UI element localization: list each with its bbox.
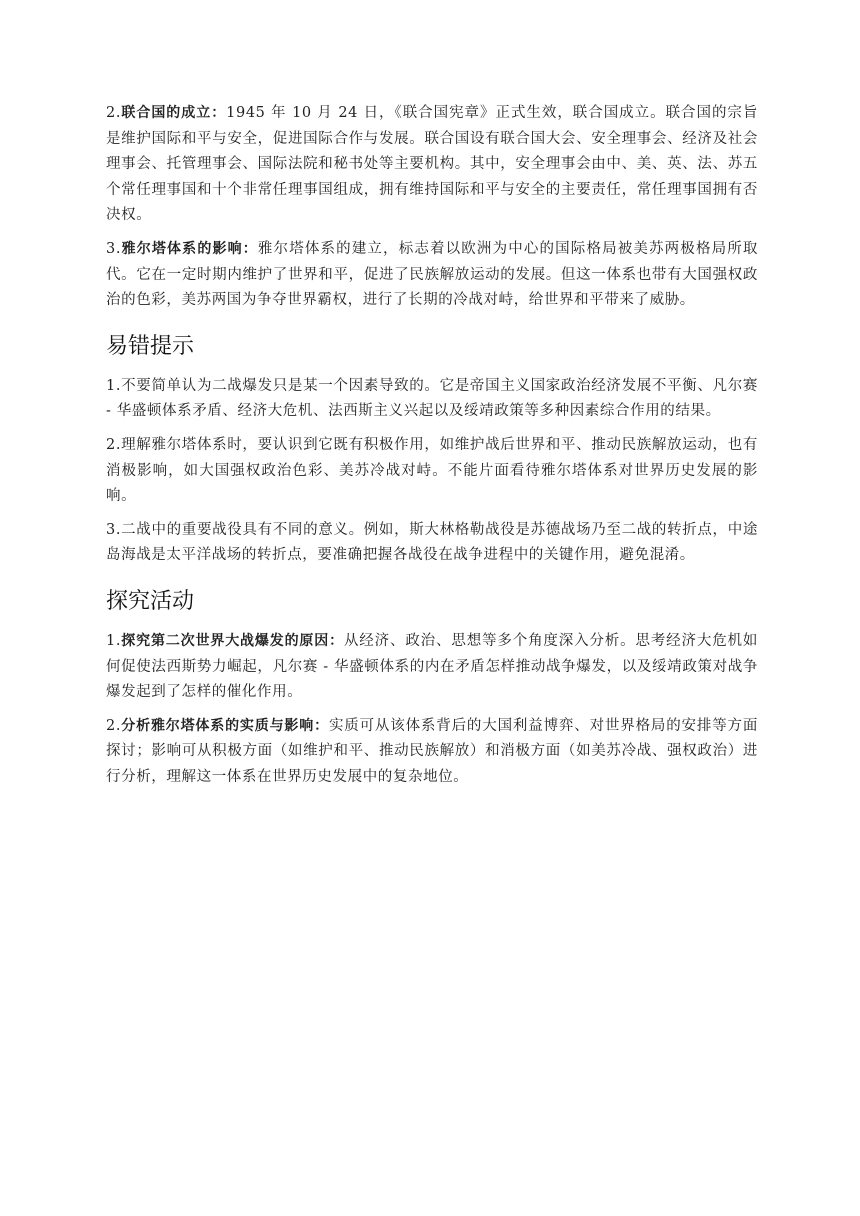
item-text: 理解雅尔塔体系时，要认识到它既有积极作用，如维护战后世界和平、推动民族解放运动，也有消极影响，如大国强权政治色彩、美苏冷战对峙。不能片面看待雅尔塔体系对世界历史发展的影响。 xyxy=(106,436,758,505)
paragraph-un-founding xyxy=(106,101,758,229)
paragraph-mistake-1 xyxy=(106,374,758,425)
item-title: 雅尔塔体系的影响 xyxy=(121,240,243,257)
item-number: 1. xyxy=(106,377,122,394)
section-continuation xyxy=(106,101,758,314)
document-page xyxy=(106,101,758,798)
item-title: 分析雅尔塔体系的实质与影响 xyxy=(121,717,315,734)
item-text: 从经济、政治、思想等多个角度深入分析。思考经济大危机如何促使法西斯势力崛起，凡尔赛 - 华盛顿体系的内在矛盾怎样推动战争爆发，以及绥靖政策对战争爆发起到了怎样的催化作用。 xyxy=(106,632,758,701)
item-number: 2. xyxy=(106,436,122,453)
item-separator: ： xyxy=(314,717,329,734)
section-common-mistakes xyxy=(106,332,758,569)
item-title: 探究第二次世界大战爆发的原因 xyxy=(121,632,330,649)
section-heading: 探究活动 xyxy=(106,588,195,614)
paragraph-inquiry-2 xyxy=(106,714,758,791)
item-separator: ： xyxy=(211,105,227,121)
item-text: 不要简单认为二战爆发只是某一个因素导致的。它是帝国主义国家政治经济发展不平衡、凡尔赛 - 华盛顿体系矛盾、经济大危机、法西斯主义兴起以及绥靖政策等多种因素综合作用的结果。 xyxy=(106,377,758,420)
section-heading: 易错提示 xyxy=(106,333,195,359)
paragraph-inquiry-1 xyxy=(106,629,758,706)
paragraph-mistake-2 xyxy=(106,433,758,510)
item-number: 3. xyxy=(106,521,122,538)
item-number: 2. xyxy=(106,717,122,734)
section-inquiry-activities xyxy=(106,587,758,791)
item-title: 联合国的成立 xyxy=(121,105,212,121)
item-number: 3. xyxy=(106,240,122,257)
item-text: 实质可从该体系背后的大国利益博弈、对世界格局的安排等方面探讨；影响可从积极方面（如维护和平、推动民族解放）和消极方面（如美苏冷战、强权政治）进行分析，理解这一体系在世界历史发展中的复杂地位。 xyxy=(106,717,758,785)
item-separator: ： xyxy=(242,240,258,257)
item-text: 二战中的重要战役具有不同的意义。例如，斯大林格勒战役是苏德战场乃至二战的转折点，中途岛海战是太平洋战场的转折点，要准确把握各战役在战争进程中的关键作用，避免混淆。 xyxy=(106,521,758,564)
item-text: 1945 年 10 月 24 日，《联合国宪章》正式生效，联合国成立。联合国的宗旨是维护国际和平与安全，促进国际合作与发展。联合国设有联合国大会、安全理事会、经济及社会理事会、托管理事会、国际法院和秘书处等主要机构。其中，安全理事会由中、美、英、法、苏五个常任理事国和十个非常任理事国组成，拥有维持国际和平与安全的主要责任，常任理事国拥有否决权。 xyxy=(106,105,758,224)
paragraph-yalta-impact xyxy=(106,237,758,314)
item-number: 1. xyxy=(106,632,122,649)
item-number: 2. xyxy=(106,105,122,121)
item-separator: ： xyxy=(329,632,344,649)
paragraph-mistake-3 xyxy=(106,518,758,569)
item-text: 雅尔塔体系的建立，标志着以欧洲为中心的国际格局被美苏两极格局所取代。它在一定时期内维护了世界和平，促进了民族解放运动的发展。但这一体系也带有大国强权政治的色彩，美苏两国为争夺世界霸权，进行了长期的冷战对峙，给世界和平带来了威胁。 xyxy=(106,240,758,309)
